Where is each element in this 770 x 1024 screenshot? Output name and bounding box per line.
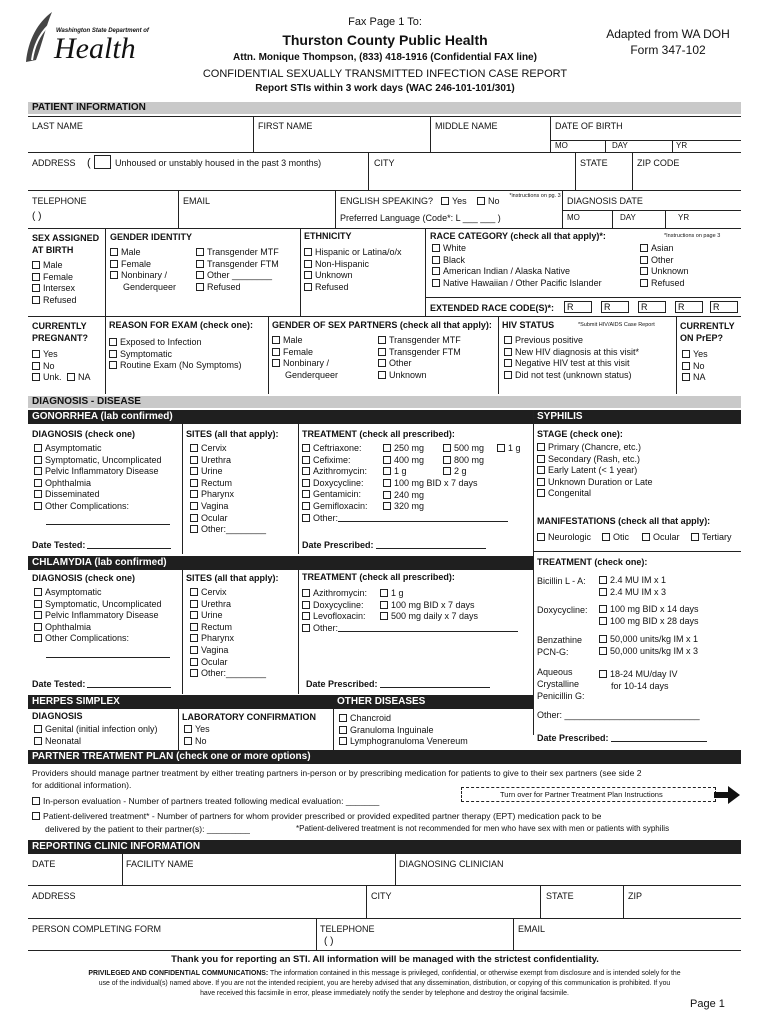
gc-other-treat[interactable]: Other: <box>302 513 508 525</box>
sex-male[interactable]: Male <box>32 260 77 272</box>
sex-birth-title: SEX ASSIGNED AT BIRTH <box>32 233 100 255</box>
hiv-options <box>504 335 639 381</box>
other-granuloma[interactable]: Granuloma Inguinale <box>339 725 468 737</box>
race-right-options <box>640 243 689 289</box>
gc-dose-cefixime-400[interactable]: 400 mg <box>383 455 424 465</box>
gender-genderqueer: Genderqueer <box>123 281 177 292</box>
gender-other[interactable]: Other ________ <box>196 270 279 282</box>
report-rule: Report STIs within 3 work days (WAC 246-101-101/301) <box>255 83 515 94</box>
clinic-address-label: ADDRESS <box>32 891 76 901</box>
clinic-clinician-label: DIAGNOSING CLINICIAN <box>399 859 504 869</box>
gc-ophthalmia[interactable]: Ophthalmia <box>34 478 162 490</box>
herpes-genital[interactable]: Genital (initial infection only) <box>34 724 158 736</box>
first-name-label: FIRST NAME <box>258 121 313 131</box>
lab-conf-no[interactable]: No <box>184 736 210 748</box>
hiv-previous[interactable]: Previous positive <box>504 335 639 347</box>
clinic-facility-field[interactable] <box>124 870 394 884</box>
ct-site-urine[interactable]: Urine <box>190 610 266 622</box>
gender-title: GENDER IDENTITY <box>110 232 193 242</box>
pregnant-yes[interactable]: Yes <box>32 349 91 361</box>
syph-unknown-late[interactable]: Unknown Duration or Late <box>537 477 653 489</box>
pregnant-no[interactable]: No <box>32 361 91 373</box>
telephone-label: TELEPHONE <box>32 196 87 206</box>
gender-nonbinary[interactable]: Nonbinary / <box>110 270 176 282</box>
benz-options <box>599 634 698 657</box>
gc-other-comp-line[interactable] <box>46 515 170 525</box>
gc-dose-ceftriaxone-1g[interactable]: 1 g <box>497 443 521 453</box>
attn-line: Attn. Monique Thompson, (833) 418-1916 (Confidential FAX line) <box>233 52 537 63</box>
logo-top-text: Washington State Department of <box>56 28 149 34</box>
ct-treat-title: TREATMENT (check all prescribed): <box>302 572 455 582</box>
clinic-tel-paren: ( ) <box>324 936 334 947</box>
gc-other-comp[interactable]: Other Complications: <box>34 501 162 513</box>
gc-sites-options <box>190 443 266 536</box>
ct-symptomatic[interactable]: Symptomatic, Uncomplicated <box>34 599 162 611</box>
gsp-title: GENDER OF SEX PARTNERS (check all that apply): <box>272 320 492 330</box>
race-black[interactable]: Black <box>432 255 602 267</box>
ct-dose-doxy[interactable]: 100 mg BID x 7 days <box>380 600 475 610</box>
syph-manif-neuro[interactable]: Neurologic <box>537 532 591 542</box>
lab-conf-title: LABORATORY CONFIRMATION <box>182 712 316 722</box>
gsp-unknown[interactable]: Unknown <box>378 370 461 382</box>
diagnosis-header: DIAGNOSIS - DISEASE <box>28 396 741 408</box>
other-dis-options <box>339 713 468 748</box>
race-other[interactable]: Other <box>640 255 689 267</box>
herpes-diag-options <box>34 724 158 747</box>
dob-yr: YR <box>676 141 688 150</box>
ct-other-comp-line[interactable] <box>46 648 170 658</box>
last-name-field[interactable] <box>30 132 250 150</box>
aqueous-label: Aqueous Crystalline Penicillin G: <box>537 667 585 701</box>
gc-azithromycin[interactable]: Azithromycin: <box>302 466 508 478</box>
gc-dose-azith-1g[interactable]: 1 g <box>383 466 407 476</box>
gender-right-options <box>196 247 279 293</box>
ct-ophthalmia[interactable]: Ophthalmia <box>34 622 162 634</box>
gc-date-tested[interactable]: Date Tested: <box>32 540 171 550</box>
last-name-label: LAST NAME <box>32 121 83 131</box>
herpes-diag-title: DIAGNOSIS <box>32 711 83 721</box>
dob-day: DAY <box>612 141 628 150</box>
ct-other-treat[interactable]: Other: <box>302 623 518 635</box>
gc-gemifloxacin[interactable]: Gemifloxacin: <box>302 501 508 513</box>
gender-mtf[interactable]: Transgender MTF <box>196 247 279 259</box>
hiv-notest[interactable]: Did not test (unknown status) <box>504 370 639 382</box>
clinic-email-label: EMAIL <box>518 924 546 934</box>
herpes-bar: HERPES SIMPLEX <box>28 695 333 709</box>
bicillin-label: Bicillin L - A: <box>537 576 586 586</box>
ct-diag-options <box>34 587 162 645</box>
hiv-title: HIV STATUS <box>502 320 555 330</box>
unhoused-label: Unhoused or unstably housed in the past 3 months) <box>115 158 322 168</box>
gc-dose-gemi[interactable]: 320 mg <box>383 501 424 511</box>
arrow-right-icon <box>714 786 740 804</box>
gsp-nonbinary[interactable]: Nonbinary / <box>272 358 338 370</box>
ct-date-tested[interactable]: Date Tested: <box>32 679 171 689</box>
syph-doxy-label: Doxycycline: <box>537 605 588 615</box>
ct-levofloxacin[interactable]: Levofloxacin: <box>302 611 518 623</box>
pregnant-unk[interactable]: Unk. NA <box>32 372 91 384</box>
diag-mo: MO <box>567 213 580 222</box>
gc-date-prescribed[interactable]: Date Prescribed: <box>302 540 486 550</box>
clinic-state-label: STATE <box>546 891 574 901</box>
ct-site-ocular[interactable]: Ocular <box>190 657 266 669</box>
gc-site-urine[interactable]: Urine <box>190 466 266 478</box>
syph-treat-title: TREATMENT (check one): <box>537 557 648 567</box>
reason-title: REASON FOR EXAM (check one): <box>109 320 254 330</box>
syph-manif-tertiary[interactable]: Tertiary <box>691 532 732 542</box>
syph-stage-options <box>537 442 653 500</box>
syph-date-prescribed[interactable]: Date Prescribed: <box>537 733 707 743</box>
benz-x1[interactable]: 50,000 units/kg IM x 1 <box>599 634 698 646</box>
report-title: CONFIDENTIAL SEXUALLY TRANSMITTED INFECTION CASE REPORT <box>202 68 568 80</box>
gc-ceftriaxone[interactable]: Ceftriaxone: <box>302 443 508 455</box>
form-number: Form 347-102 <box>630 43 706 57</box>
page-number: Page 1 <box>690 998 725 1010</box>
gonorrhea-bar: GONORRHEA (lab confirmed) <box>28 410 533 424</box>
gc-sites-title: SITES (all that apply): <box>186 429 279 439</box>
sex-birth-options <box>32 260 77 306</box>
ct-date-prescribed[interactable]: Date Prescribed: <box>306 679 490 689</box>
english-no-label: No <box>488 196 500 206</box>
ptp-intro-1: Providers should manage partner treatment by either treating partners in-person or by prescribing medication for patients to give to their sex partners (see side 2 <box>32 768 642 778</box>
ct-site-cervix[interactable]: Cervix <box>190 587 266 599</box>
telephone-paren: ( ) <box>32 211 42 222</box>
syphilis-bar: SYPHILIS <box>533 410 741 424</box>
gc-pid[interactable]: Pelvic Inflammatory Disease <box>34 466 162 478</box>
other-lgv[interactable]: Lymphogranuloma Venereum <box>339 736 468 748</box>
instr-pg3: *instructions on pg. 3 <box>509 193 561 199</box>
ethnicity-hispanic[interactable]: Hispanic or Latina/o/x <box>304 247 402 259</box>
gsp-left-options <box>272 335 338 381</box>
ethnicity-nonhispanic[interactable]: Non-Hispanic <box>304 259 402 271</box>
benz-x3[interactable]: 50,000 units/kg IM x 3 <box>599 646 698 658</box>
ethnicity-options <box>304 247 402 293</box>
gc-site-pharynx[interactable]: Pharynx <box>190 489 266 501</box>
email-label: EMAIL <box>183 196 211 206</box>
clinic-date-label: DATE <box>32 859 56 869</box>
english-no[interactable] <box>477 196 500 206</box>
gender-female[interactable]: Female <box>110 259 176 271</box>
gc-diag-title: DIAGNOSIS (check one) <box>32 429 136 439</box>
reason-options <box>109 337 242 372</box>
race-nhpi[interactable]: Native Hawaiian / Other Pacific Islander <box>432 278 602 290</box>
prep-yes[interactable]: Yes <box>682 349 708 361</box>
syph-doxy-28[interactable]: 100 mg BID x 28 days <box>599 616 699 628</box>
ct-dose-levo[interactable]: 500 mg daily x 7 days <box>380 611 478 621</box>
ext-race-box-5[interactable]: R <box>710 301 738 313</box>
ptp-inperson[interactable]: In-person evaluation - Number of partners treated following medical evaluation: _______ <box>32 797 379 807</box>
gender-refused[interactable]: Refused <box>196 282 279 294</box>
prep-options <box>682 349 708 384</box>
sex-refused[interactable]: Refused <box>32 295 77 307</box>
aqueous-option[interactable]: 18-24 MU/day IV for 10-14 days <box>599 668 678 692</box>
syph-other-treat[interactable]: Other: ___________________________ <box>537 710 700 720</box>
reason-routine[interactable]: Routine Exam (No Symptoms) <box>109 360 242 372</box>
gc-dose-ceftriaxone-250[interactable]: 250 mg <box>383 443 424 453</box>
lab-conf-options <box>184 724 210 747</box>
ct-asymptomatic[interactable]: Asymptomatic <box>34 587 162 599</box>
middle-name-field[interactable] <box>433 132 547 150</box>
dob-label: DATE OF BIRTH <box>555 121 623 131</box>
clinic-date-field[interactable] <box>30 870 120 884</box>
ext-race-box-1[interactable]: R <box>564 301 592 313</box>
gc-doxycycline[interactable]: Doxycycline: <box>302 478 508 490</box>
reason-exposed[interactable]: Exposed to Infection <box>109 337 242 349</box>
ct-dose-azith[interactable]: 1 g <box>380 588 404 598</box>
reason-symptomatic[interactable]: Symptomatic <box>109 349 242 361</box>
bicillin-x1[interactable]: 2.4 MU IM x 1 <box>599 575 666 587</box>
gc-symptomatic[interactable]: Symptomatic, Uncomplicated <box>34 455 162 467</box>
footer-thanks: Thank you for reporting an STI. All information will be managed with the strictest confidentiality. <box>171 953 599 964</box>
gc-dose-azith-2g[interactable]: 2 g <box>443 466 467 476</box>
gsp-female[interactable]: Female <box>272 347 338 359</box>
syph-manif-title: MANIFESTATIONS (check all that apply): <box>537 516 711 526</box>
race-refused[interactable]: Refused <box>640 278 689 290</box>
ct-pid[interactable]: Pelvic Inflammatory Disease <box>34 610 162 622</box>
ct-other-comp[interactable]: Other Complications: <box>34 633 162 645</box>
hiv-note: *Submit HIV/AIDS Case Report <box>578 322 655 328</box>
fax-to: Fax Page 1 To: <box>348 16 422 28</box>
clinic-telephone-label: TELEPHONE <box>320 924 375 934</box>
ethnicity-refused[interactable]: Refused <box>304 282 402 294</box>
pregnant-options <box>32 349 91 384</box>
ptp-patient-delivered[interactable]: Patient-delivered treatment* - Number of partners for whom provider prescribed or provided expedited partner therapy (EPT) medication pack to be <box>32 812 601 822</box>
patient-info-header: PATIENT INFORMATION <box>28 102 741 114</box>
lab-conf-yes[interactable]: Yes <box>184 724 210 736</box>
prep-title: CURRENTLY ON PrEP? <box>680 321 735 343</box>
syph-congenital[interactable]: Congenital <box>537 488 653 500</box>
syph-manif-otic[interactable]: Otic <box>602 532 629 542</box>
gc-site-other[interactable]: Other:________ <box>190 524 266 536</box>
herpes-neonatal[interactable]: Neonatal <box>34 736 158 748</box>
pref-lang: Preferred Language (Code*: L ___ ___ ) <box>340 213 501 223</box>
gc-dose-cefixime-800[interactable]: 800 mg <box>443 455 484 465</box>
clinic-header: REPORTING CLINIC INFORMATION <box>28 840 741 854</box>
english-no-box[interactable] <box>477 197 485 205</box>
clinic-clinician-field[interactable] <box>397 870 739 884</box>
gc-treat-title: TREATMENT (check all prescribed): <box>302 429 455 439</box>
gender-left-options <box>110 247 176 293</box>
gc-dose-ceftriaxone-500[interactable]: 500 mg <box>443 443 484 453</box>
adapted-from: Adapted from WA DOH <box>606 27 730 41</box>
race-instr: *Instructions on page 3 <box>664 233 721 239</box>
dob-mo: MO <box>555 141 568 150</box>
address-paren: ( <box>87 157 91 169</box>
zip-label: ZIP CODE <box>637 158 680 168</box>
syph-manif-ocular[interactable]: Ocular <box>642 532 680 542</box>
gc-site-ocular[interactable]: Ocular <box>190 513 266 525</box>
english-yes-box[interactable] <box>441 197 449 205</box>
bicillin-options <box>599 575 666 598</box>
ext-race-box-3[interactable]: R <box>638 301 666 313</box>
leaf-icon <box>22 10 56 64</box>
ptp-turnover-box[interactable] <box>461 787 716 802</box>
ct-site-vagina[interactable]: Vagina <box>190 645 266 657</box>
ptp-intro-2: for additional information). <box>32 780 132 790</box>
gsp-mtf[interactable]: Transgender MTF <box>378 335 461 347</box>
gsp-other[interactable]: Other <box>378 358 461 370</box>
gc-asymptomatic[interactable]: Asymptomatic <box>34 443 162 455</box>
ptp-note: *Patient-delivered treatment is not recommended for men who have sex with men or patients with syphilis <box>296 824 670 833</box>
gc-disseminated[interactable]: Disseminated <box>34 489 162 501</box>
unhoused-checkbox[interactable] <box>94 155 111 169</box>
gsp-ftm[interactable]: Transgender FTM <box>378 347 461 359</box>
ethnicity-title: ETHNICITY <box>304 231 352 241</box>
other-chancroid[interactable]: Chancroid <box>339 713 468 725</box>
ct-sites-options <box>190 587 266 680</box>
prep-no[interactable]: No <box>682 361 708 373</box>
clinic-city-label: CITY <box>371 891 392 901</box>
logo-main-text: Health <box>54 32 136 65</box>
ct-diag-title: DIAGNOSIS (check one) <box>32 573 136 583</box>
syph-primary[interactable]: Primary (Chancre, etc.) <box>537 442 653 454</box>
race-title: RACE CATEGORY (check all that apply)*: <box>430 231 606 241</box>
ct-azithromycin[interactable]: Azithromycin: <box>302 588 518 600</box>
ptp-delivered-count: delivered by the patient to their partner(s): _________ <box>45 824 250 834</box>
address-label: ADDRESS <box>32 158 76 168</box>
other-diseases-bar: OTHER DISEASES <box>333 695 533 709</box>
footer-privileged: PRIVILEGED AND CONFIDENTIAL COMMUNICATIONS: The information contained in this message is privileged, confidential, or otherwise exempt from disclosure and is intended solely for the use of the individual(s) named above. If you are not the intended recipient, you are hereby advised that any dissemination, distribution, or copying of this communication is prohibited. If you have received this facsimile in error, please immediately notify the sender by telephone and destroy the original facsimile. <box>88 970 681 997</box>
gc-diag-options <box>34 443 162 513</box>
ct-site-other[interactable]: Other:________ <box>190 668 266 680</box>
chlamydia-bar: CHLAMYDIA (lab confirmed) <box>28 556 533 570</box>
ct-doxycycline[interactable]: Doxycycline: <box>302 600 518 612</box>
ext-race-label: EXTENDED RACE CODE(S)*: <box>430 303 555 313</box>
ct-site-rectum[interactable]: Rectum <box>190 622 266 634</box>
gsp-male[interactable]: Male <box>272 335 338 347</box>
gsp-right-options <box>378 335 461 381</box>
clinic-facility-label: FACILITY NAME <box>126 859 194 869</box>
state-label: STATE <box>580 158 608 168</box>
gender-male[interactable]: Male <box>110 247 176 259</box>
syph-doxy-14[interactable]: 100 mg BID x 14 days <box>599 604 699 616</box>
gender-ftm[interactable]: Transgender FTM <box>196 259 279 271</box>
ext-race-box-4[interactable]: R <box>675 301 703 313</box>
clinic-person-label: PERSON COMPLETING FORM <box>32 924 162 934</box>
middle-name-label: MIDDLE NAME <box>435 121 498 131</box>
ct-site-pharynx[interactable]: Pharynx <box>190 633 266 645</box>
wa-doh-logo <box>22 10 149 65</box>
city-label: CITY <box>374 158 395 168</box>
race-asian[interactable]: Asian <box>640 243 689 255</box>
ext-race-box-2[interactable]: R <box>601 301 629 313</box>
gc-site-urethra[interactable]: Urethra <box>190 455 266 467</box>
hiv-negative[interactable]: Negative HIV test at this visit <box>504 358 639 370</box>
pregnant-title: CURRENTLY PREGNANT? <box>32 321 88 343</box>
syph-stage-title: STAGE (check one): <box>537 429 623 439</box>
diag-yr: YR <box>678 213 690 222</box>
diag-day: DAY <box>620 213 636 222</box>
gc-cefixime[interactable]: Cefixime: <box>302 455 508 467</box>
ct-sites-title: SITES (all that apply): <box>186 573 279 583</box>
sex-female[interactable]: Female <box>32 272 77 284</box>
gc-dose-gent[interactable]: 240 mg <box>383 490 424 500</box>
gsp-genderqueer: Genderqueer <box>285 369 339 380</box>
gc-site-rectum[interactable]: Rectum <box>190 478 266 490</box>
gc-gentamicin[interactable]: Gentamicin: <box>302 489 508 501</box>
ethnicity-unknown[interactable]: Unknown <box>304 270 402 282</box>
english-yes-label: Yes <box>452 196 467 206</box>
prep-na[interactable]: NA <box>682 372 708 384</box>
diag-date-label: DIAGNOSIS DATE <box>567 196 643 206</box>
syph-secondary[interactable]: Secondary (Rash, etc.) <box>537 454 653 466</box>
clinic-zip-label: ZIP <box>628 891 643 901</box>
hiv-new[interactable]: New HIV diagnosis at this visit* <box>504 347 639 359</box>
gc-site-cervix[interactable]: Cervix <box>190 443 266 455</box>
ptp-turnover-text: Turn over for Partner Treatment Plan Instructions <box>500 790 663 799</box>
race-left-options <box>432 243 602 289</box>
ptp-header: PARTNER TREATMENT PLAN (check one or more options) <box>28 750 741 764</box>
agency-name: Thurston County Public Health <box>282 32 488 48</box>
ct-site-urethra[interactable]: Urethra <box>190 599 266 611</box>
bicillin-x3[interactable]: 2.4 MU IM x 3 <box>599 587 666 599</box>
english-label: ENGLISH SPEAKING? <box>340 196 434 206</box>
gc-site-vagina[interactable]: Vagina <box>190 501 266 513</box>
syph-early-latent[interactable]: Early Latent (< 1 year) <box>537 465 653 477</box>
race-unknown[interactable]: Unknown <box>640 266 689 278</box>
race-white[interactable]: White <box>432 243 602 255</box>
sex-intersex[interactable]: Intersex <box>32 283 77 295</box>
english-yes[interactable] <box>441 196 467 206</box>
first-name-field[interactable] <box>256 132 426 150</box>
benz-label: Benzathine PCN-G: <box>537 635 583 657</box>
gc-dose-doxy[interactable]: 100 mg BID x 7 days <box>383 478 478 488</box>
syph-doxy-options <box>599 604 699 627</box>
race-aian[interactable]: American Indian / Alaska Native <box>432 266 602 278</box>
